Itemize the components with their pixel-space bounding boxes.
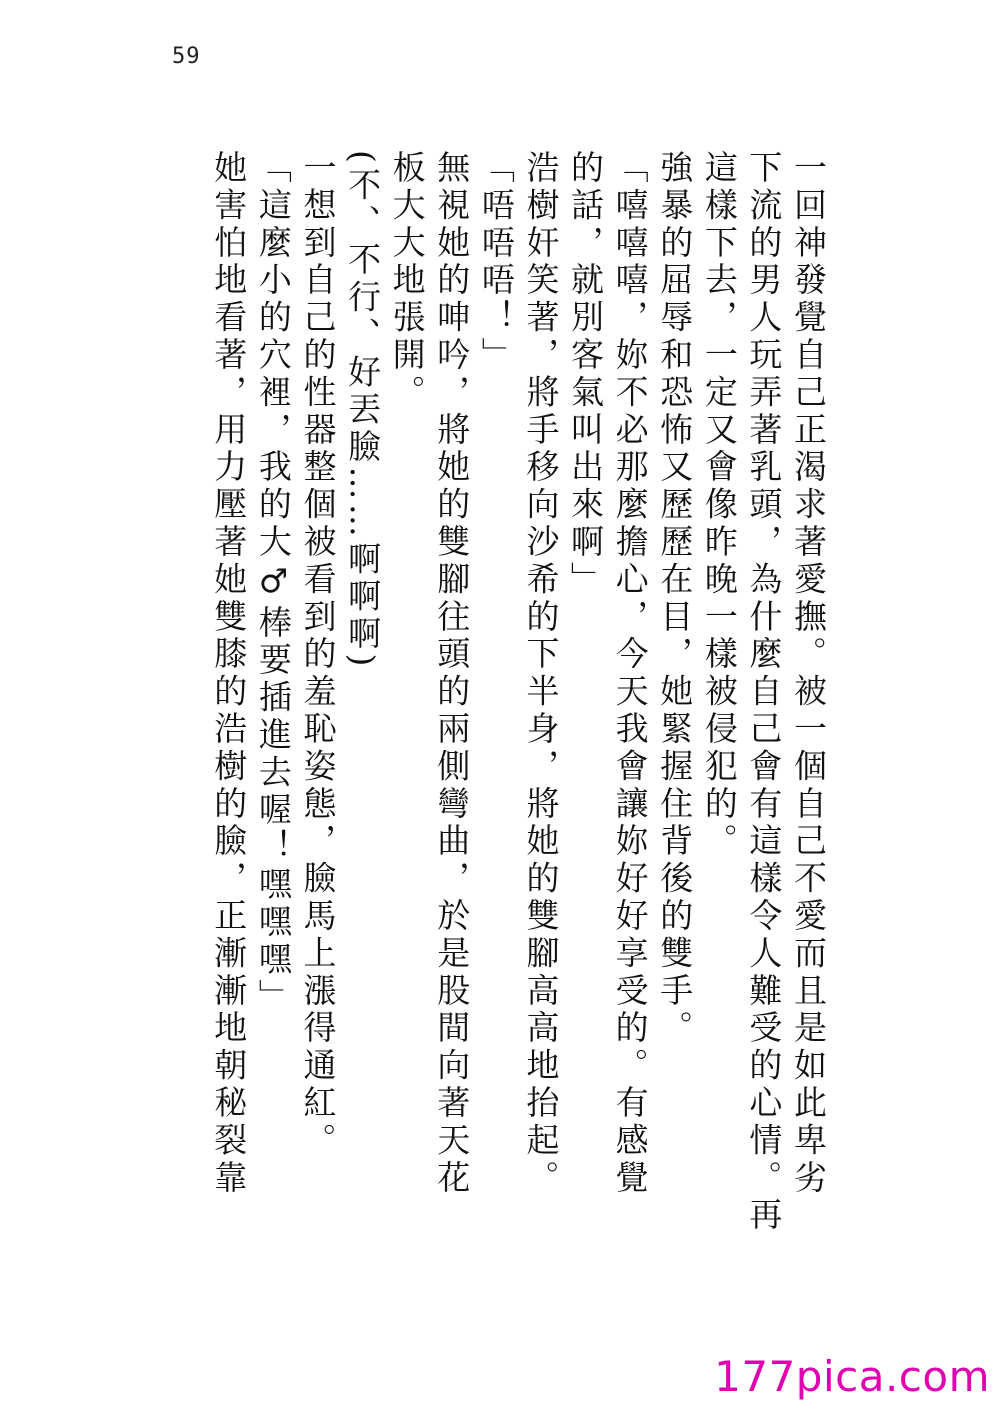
text-column-9: 無視她的呻吟，將她的雙腳往頭的兩側彎曲，於是股間向著天花 bbox=[432, 150, 472, 1198]
text-column-10: 板大大地張開。 bbox=[387, 150, 427, 412]
text-column-8: 「唔唔唔！」 bbox=[476, 150, 516, 375]
text-column-3: 這樣下去，一定又會像昨晚一樣被侵犯的。 bbox=[699, 150, 739, 861]
text-column-11: (不、不行、好丟臉……啊啊啊) bbox=[343, 150, 383, 671]
text-column-12: 一想到自己的性器整個被看到的羞恥姿態，臉馬上漲得通紅。 bbox=[298, 150, 338, 1160]
text-column-13: 「這麼小的穴裡，我的大♂棒要插進去喔！嘿嘿嘿」 bbox=[253, 150, 293, 1017]
text-column-2: 下流的男人玩弄著乳頭，為什麼自己會有這樣令人難受的心情。再 bbox=[744, 150, 784, 1235]
vertical-text-body bbox=[206, 150, 830, 1270]
text-column-14: 她害怕地看著，用力壓著她雙膝的浩樹的臉，正漸漸地朝秘裂靠 bbox=[209, 150, 249, 1198]
page-number: 59 bbox=[172, 44, 201, 69]
watermark-text: 177pica.com bbox=[714, 1352, 990, 1401]
text-column-7: 浩樹奸笑著，將手移向沙希的下半身，將她的雙腳高高地抬起。 bbox=[521, 150, 561, 1198]
text-column-5: 「嘻嘻嘻，妳不必那麼擔心，今天我會讓妳好好享受的。有感覺 bbox=[610, 150, 650, 1198]
text-column-1: 一回神發覺自己正渴求著愛撫。被一個自己不愛而且是如此卑劣 bbox=[789, 150, 828, 1198]
text-column-6: 的話，就別客氣叫出來啊」 bbox=[566, 150, 606, 599]
text-column-4: 強暴的屈辱和恐怖又歷歷在目，她緊握住背後的雙手。 bbox=[655, 150, 695, 1048]
